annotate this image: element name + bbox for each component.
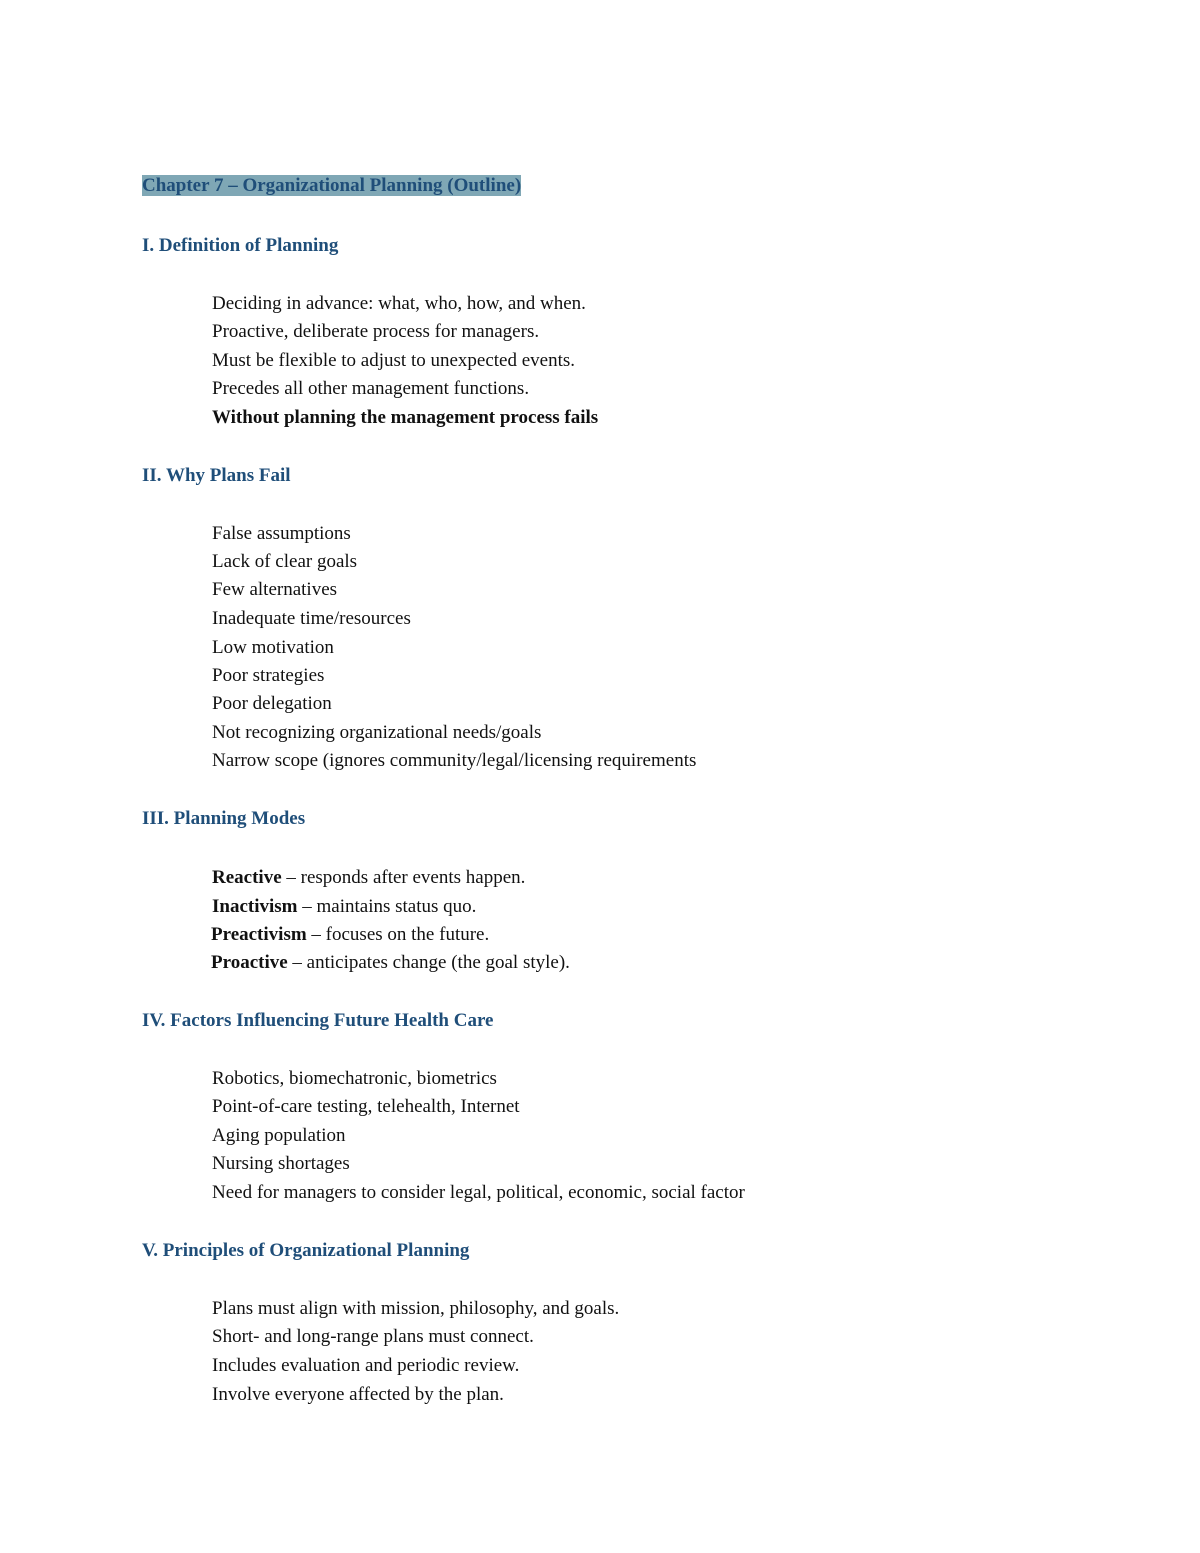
list-item: Involve everyone affected by the plan.	[212, 1384, 504, 1405]
list-item: Short- and long-range plans must connect.	[212, 1326, 534, 1347]
list-item: Not recognizing organizational needs/goals	[212, 722, 542, 743]
list-item: Need for managers to consider legal, political, economic, social factor	[212, 1182, 745, 1203]
list-item: Low motivation	[212, 637, 334, 658]
mode-term: Proactive	[211, 952, 288, 973]
page-title	[142, 172, 523, 200]
mode-term: Inactivism	[212, 896, 298, 917]
list-item: Nursing shortages	[212, 1153, 350, 1174]
section-heading-principles: V. Principles of Organizational Planning	[142, 1240, 470, 1261]
list-item: Point-of-care testing, telehealth, Internet	[212, 1096, 520, 1117]
mode-item	[212, 893, 476, 921]
list-item: Proactive, deliberate process for managers.	[212, 321, 540, 342]
section-heading-definition: I. Definition of Planning	[142, 235, 339, 256]
list-item: Must be flexible to adjust to unexpected events.	[212, 350, 576, 371]
title-highlight: Chapter 7 – Organizational Planning (Outline)	[142, 175, 522, 196]
list-item-emphasis: Without planning the management process fails	[212, 407, 599, 428]
list-item: False assumptions	[212, 523, 351, 544]
section-heading-why-plans-fail: II. Why Plans Fail	[142, 465, 291, 486]
list-item: Deciding in advance: what, who, how, and when.	[212, 293, 586, 314]
mode-description: – responds after events happen.	[281, 867, 526, 888]
mode-description: – maintains status quo.	[297, 896, 477, 917]
list-item: Aging population	[212, 1125, 346, 1146]
list-item: Narrow scope (ignores community/legal/licensing requirements	[212, 750, 697, 771]
mode-item	[212, 864, 525, 892]
mode-term: Preactivism	[211, 924, 307, 945]
list-item: Lack of clear goals	[212, 551, 358, 572]
list-item: Precedes all other management functions.	[212, 378, 530, 399]
list-item: Robotics, biomechatronic, biometrics	[212, 1068, 497, 1089]
mode-description: – anticipates change (the goal style).	[287, 952, 570, 973]
mode-item	[211, 949, 570, 977]
section-heading-planning-modes: III. Planning Modes	[142, 808, 306, 829]
list-item: Plans must align with mission, philosophy, and goals.	[212, 1298, 620, 1319]
section-heading-future-factors: IV. Factors Influencing Future Health Care	[142, 1010, 494, 1031]
list-item: Few alternatives	[212, 579, 338, 600]
mode-description: – focuses on the future.	[306, 924, 490, 945]
mode-term: Reactive	[212, 867, 282, 888]
mode-item	[211, 921, 489, 949]
list-item: Poor strategies	[212, 665, 325, 686]
list-item: Inadequate time/resources	[212, 608, 411, 629]
list-item: Poor delegation	[212, 693, 332, 714]
list-item: Includes evaluation and periodic review.	[212, 1355, 520, 1376]
